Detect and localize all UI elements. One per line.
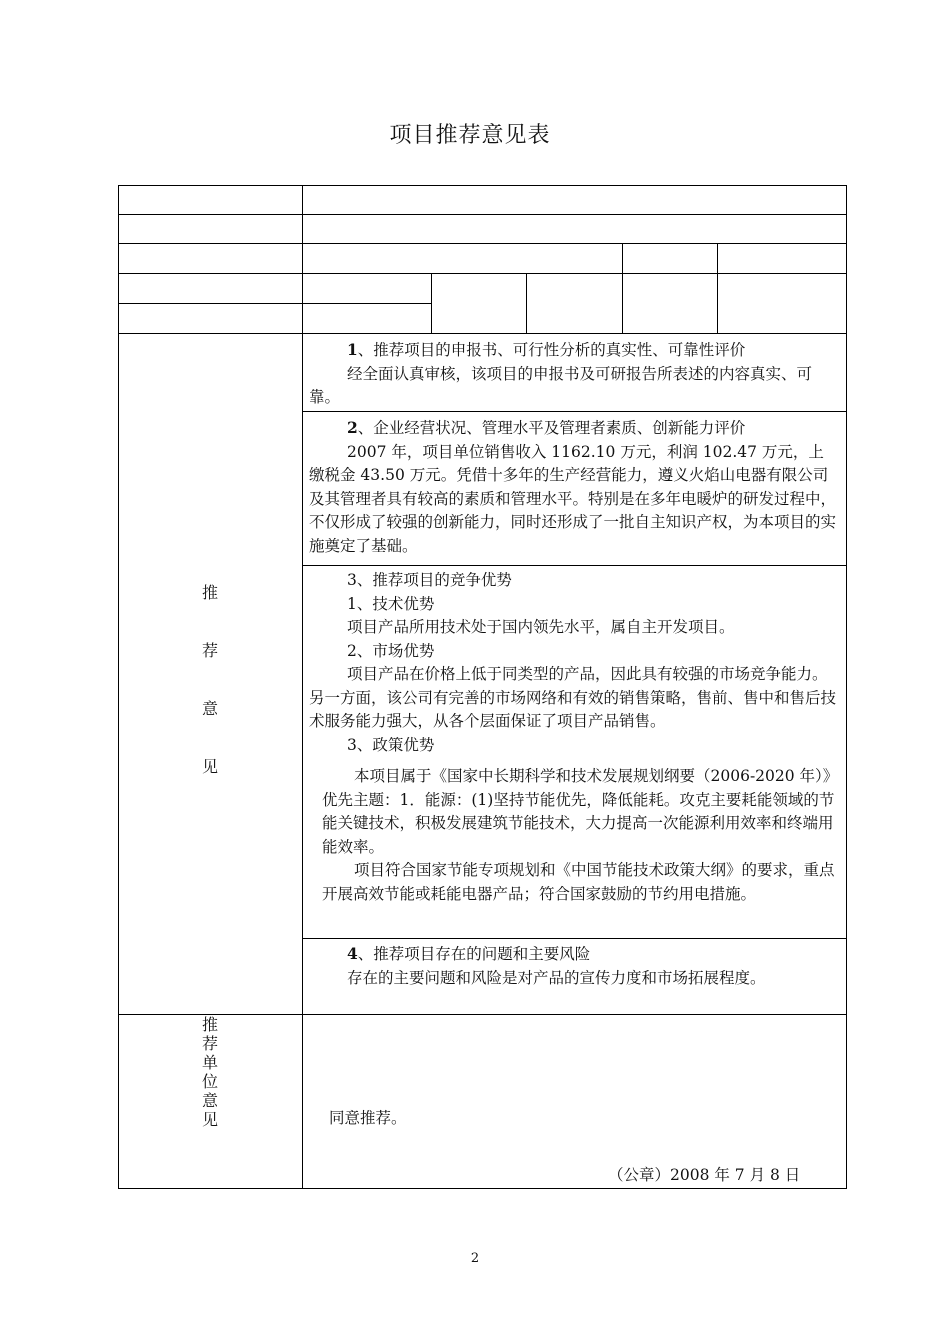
column-divider (526, 273, 527, 333)
section-3-sub2-body: 项目产品在价格上低于同类型的产品，因此具有较强的市场竞争能力。另一方面，该公司有完善的市场网络和有效的销售策略，售前、售中和售后技术服务能力强大，从各个层面保证了项目产品销售。 (309, 665, 837, 730)
section-1-body: 经全面认真审核，该项目的申报书及可研报告所表述的内容真实、可靠。 (309, 364, 813, 406)
label-unit-opinion-char: 意 (201, 1091, 218, 1110)
section-3-sub3-body-2: 项目符合国家节能专项规划和《中国节能技术政策大纲》的要求，重点开展高效节能或耗能电器产品；符合国家鼓励的节约用电措施。 (322, 861, 835, 903)
label-unit-opinion-char: 见 (201, 1110, 218, 1129)
page-number: 2 (470, 1251, 480, 1266)
column-divider (302, 333, 303, 1189)
label-unit-opinion-char: 单 (201, 1053, 218, 1072)
section-1-heading: 、推荐项目的申报书、可行性分析的真实性、可靠性评价 (357, 341, 746, 359)
unit-agree-text: 同意推荐。 (329, 1109, 407, 1127)
document-title: 项目推荐意见表 (389, 123, 551, 148)
section-3-sub1-body: 项目产品所用技术处于国内领先水平，属自主开发项目。 (347, 618, 735, 636)
row-divider (118, 333, 847, 334)
section-2-number: 2 (347, 418, 358, 437)
unit-seal-date: （公章）2008 年 7 月 8 日 (608, 1166, 801, 1184)
section-3-sub3-heading: 3、政策优势 (347, 735, 435, 754)
section-3 (309, 569, 837, 757)
table-border-bottom (118, 1188, 847, 1189)
section-divider (302, 938, 847, 939)
row-divider (118, 214, 847, 215)
label-unit-opinion-char: 位 (201, 1072, 218, 1091)
section-4-heading: 、推荐项目存在的问题和主要风险 (357, 945, 591, 963)
section-4 (309, 942, 837, 990)
column-divider (302, 185, 303, 333)
section-3-sub1-heading: 1、技术优势 (347, 594, 435, 613)
label-opinion-char: 荐 (201, 641, 218, 660)
section-3-sub3-body-1: 本项目属于《国家中长期科学和技术发展规划纲要（2006-2020 年）》优先主题：1．能源：(1)坚持节能优先，降低能耗。攻克主要耗能领域的节能关键技术，积极发展建筑节能技术，大力提高一次能源利用效率和终端用能效率。 (322, 767, 835, 856)
column-divider (717, 243, 718, 333)
label-unit-opinion-char: 荐 (201, 1034, 218, 1053)
table-border-right (846, 185, 847, 1189)
label-unit-opinion-char: 推 (201, 1015, 218, 1034)
row-divider (118, 303, 431, 304)
section-3-sub2-heading: 2、市场优势 (347, 641, 435, 660)
column-divider (431, 273, 432, 333)
section-4-body: 存在的主要问题和风险是对产品的宣传力度和市场拓展程度。 (347, 968, 766, 987)
section-3-policy (322, 765, 837, 906)
column-divider (622, 243, 623, 333)
table-border-left (118, 185, 119, 1189)
label-opinion-char: 意 (201, 699, 218, 718)
section-1 (309, 338, 837, 410)
label-opinion-char: 见 (201, 757, 218, 776)
section-2-body: 2007 年，项目单位销售收入 1162.10 万元，利润 102.47 万元，上缴税金 43.50 万元。凭借十多年的生产经营能力，遵义火焰山电器有限公司及其管理者具有较高的素质和管理水平。特别是在多年电暖炉的研发过程中，不仅形成了较强的创新能力，同时还形成了一批自主知识产权，为本项目的实施奠定了基础。 (309, 442, 837, 555)
section-4-number: 4 (347, 944, 358, 963)
section-3-heading: 3、推荐项目的竞争优势 (347, 571, 512, 589)
section-2-heading: 、企业经营状况、管理水平及管理者素质、创新能力评价 (357, 419, 746, 437)
row-divider (118, 243, 847, 244)
row-divider (118, 273, 847, 274)
label-opinion-char: 推 (201, 583, 218, 602)
section-2 (309, 416, 837, 558)
section-1-number: 1 (347, 340, 358, 359)
section-divider (302, 565, 847, 566)
table-border-top (118, 185, 847, 186)
section-divider (302, 411, 847, 412)
